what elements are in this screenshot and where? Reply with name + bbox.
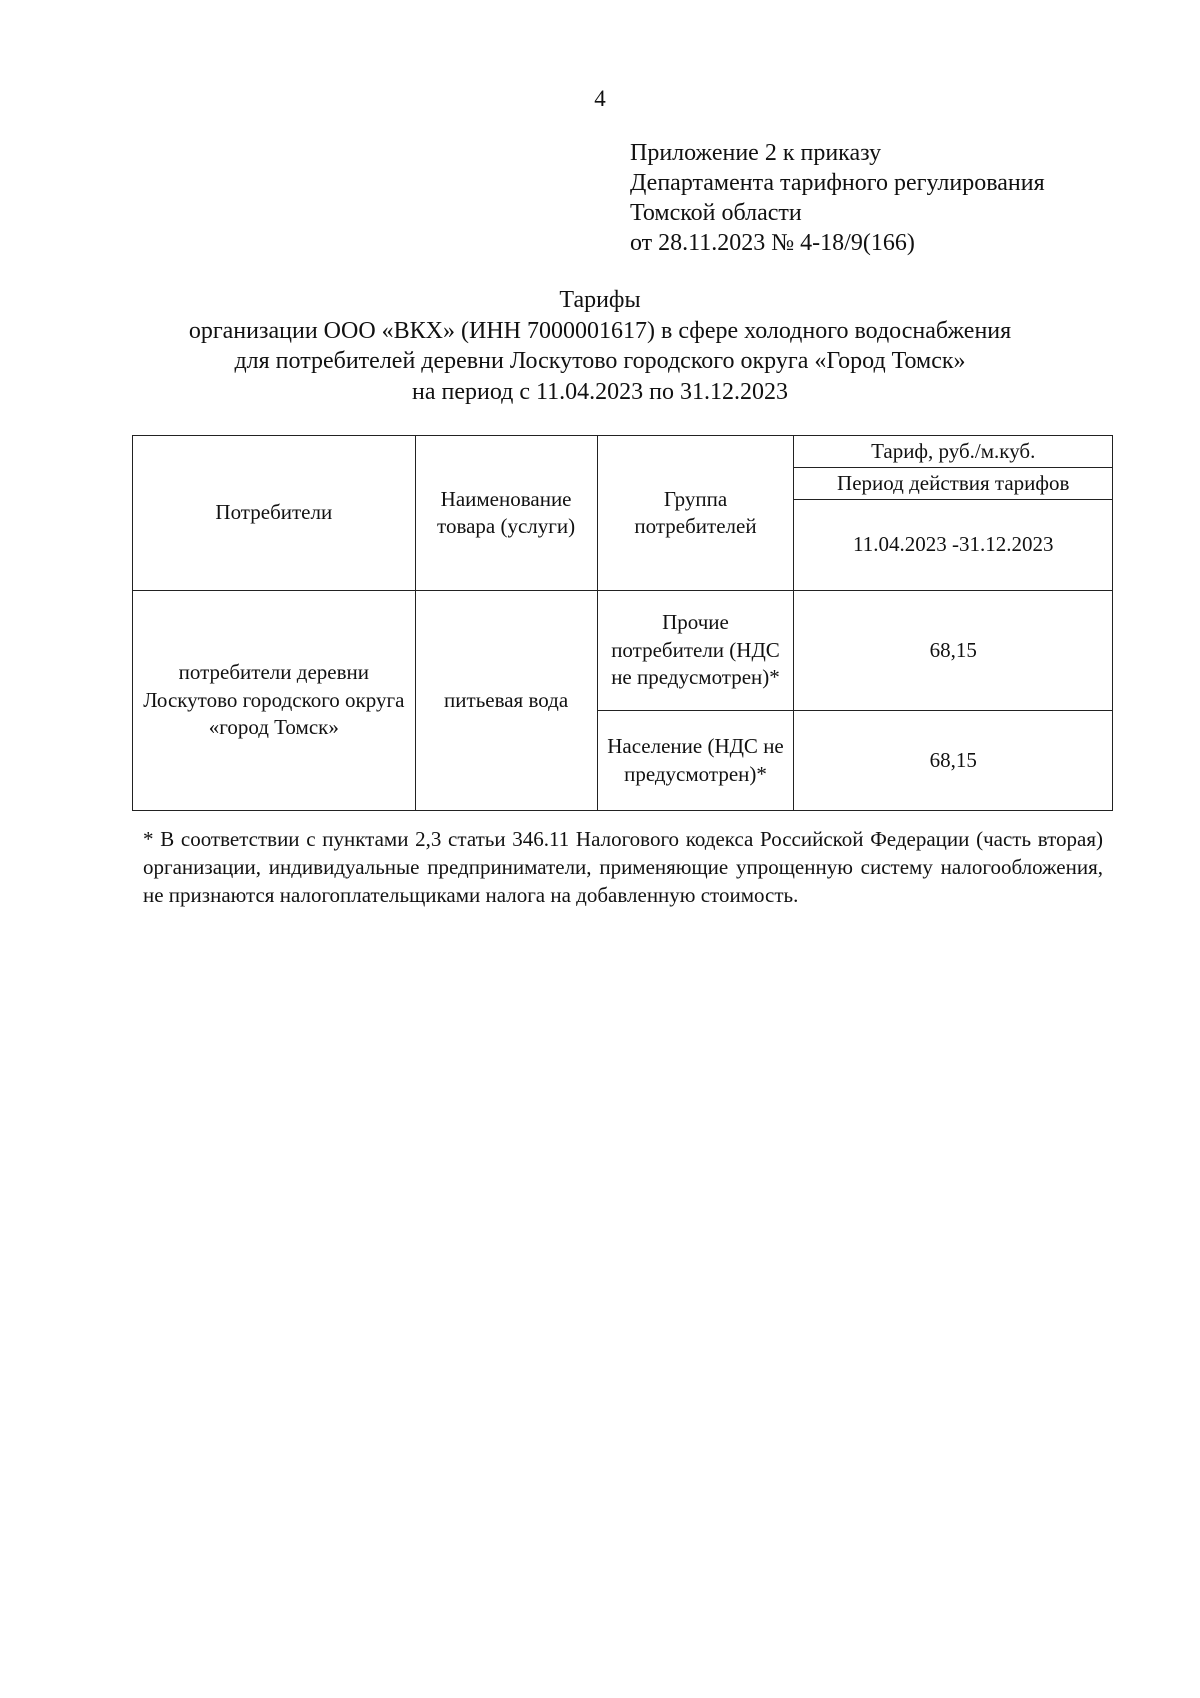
annex-line: Томской области [630,200,802,226]
annex-line: Приложение 2 к приказу [630,140,882,166]
tariff-table [132,435,1113,811]
annex-line: от 28.11.2023 № 4-18/9(166) [630,230,915,256]
group-cell: Население (НДС не предусмотрен)* [597,711,794,811]
title-line: на период с 11.04.2023 по 31.12.2023 [412,378,788,405]
title-line: Тарифы [559,287,641,313]
table-header-row [133,436,1113,468]
table-row [133,591,1113,711]
annex-line: Департамента тарифного регулирования [630,170,1045,196]
document-title [100,285,1100,407]
header-tariff: Тариф, руб./м.куб. [794,436,1113,468]
product-cell: питьевая вода [415,591,597,811]
header-consumers: Потребители [133,436,416,591]
title-line: организации ООО «ВКХ» (ИНН 7000001617) в сфере холодного водоснабжения [188,317,1012,344]
consumer-cell: потребители деревни Лоскутово городского округа «город Томск» [133,591,416,811]
group-cell: Прочие потребители (НДС не предусмотрен)* [597,591,794,711]
annex-reference [630,138,1045,258]
title-line: для потребителей деревни Лоскутово городского округа «Город Томск» [234,348,966,374]
header-period-label: Период действия тарифов [794,468,1113,500]
header-period-value: 11.04.2023 -31.12.2023 [794,500,1113,591]
header-product: Наименование товара (услуги) [415,436,597,591]
tariff-value-cell: 68,15 [794,591,1113,711]
page-number: 4 [594,86,606,111]
tariff-value-cell: 68,15 [794,711,1113,811]
header-group: Группа потребителей [597,436,794,591]
footnote: * В соответствии с пунктами 2,3 статьи 346.11 Налогового кодекса Российской Федерации (часть вторая) организации, индивидуальные предприниматели, применяющие упрощенную систему налогообложения, не признаются налогоплательщиками налога на добавленную стоимость. [143,827,1103,907]
